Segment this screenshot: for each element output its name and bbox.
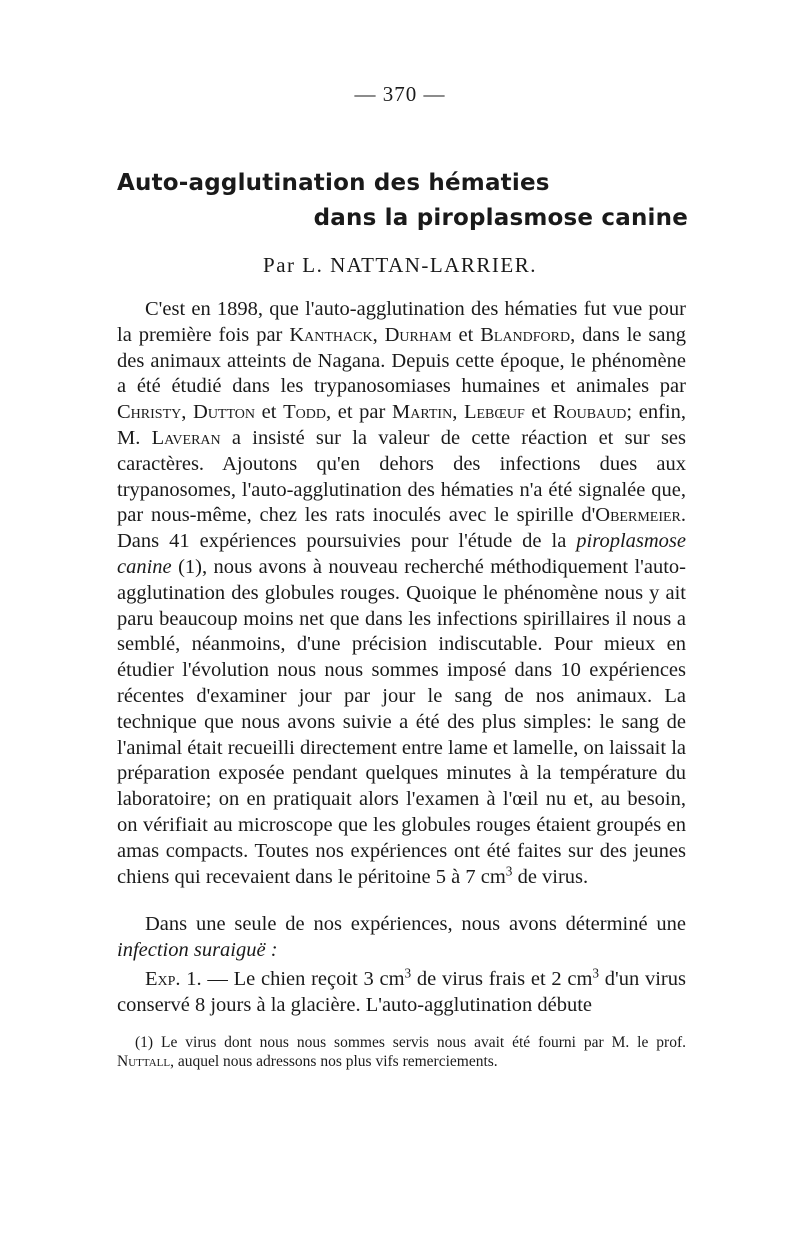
text-run: a insisté sur la valeur de cette réaction et sur ses caractères. Ajoutons qu'en dehors des infections dues aux trypanosomes, l'auto-agglutination des hématies n'a été signalée que, par nous-même, chez les rats inoculés avec le spirille d'	[117, 426, 686, 527]
author-name-durham: Durham	[384, 323, 452, 346]
superscript: 3	[592, 965, 600, 981]
author-name-todd: Todd	[283, 401, 326, 424]
author-name-leboeuf: Lebœuf	[463, 401, 525, 424]
article-title-line-1: Auto-agglutination des hématies	[117, 170, 550, 196]
author-name-laveran: Laveran	[151, 426, 221, 449]
author-name-martin: Martin	[392, 401, 453, 424]
author-name-nuttall: Nuttall	[117, 1053, 171, 1070]
article-title-line-2: dans la piroplasmose canine	[313, 205, 688, 231]
text-run: de virus frais et 2 cm	[411, 968, 593, 990]
superscript: 3	[505, 863, 513, 879]
text-run: ,	[452, 401, 464, 424]
superscript: 3	[404, 965, 412, 981]
experiment-label: Exp. 1.	[145, 968, 202, 990]
italic-term-infection: infection suraiguë :	[117, 938, 278, 961]
author-name-blandford: Blandford	[480, 323, 571, 346]
text-run: ; enfin, M.	[117, 401, 686, 449]
author-name-kanthack: Kanthack	[289, 323, 373, 346]
text-run: C'est en 1898, que l'auto-agglutination des hématies fut vue pour la première fois par	[117, 298, 686, 346]
text-run: , dans le sang des animaux atteints de Nagana. Depuis cette époque, le phénomène a été étudié dans les trypanosomiases humaines et animales par	[117, 323, 687, 398]
text-run: . Dans 41 expériences poursuivies pour l'étude de la	[117, 504, 686, 553]
text-run: ,	[181, 401, 194, 424]
text-run: (1), nous avons à nouveau recherché méthodiquement l'auto-agglutination des globules rouges. Quoique le phénomène nous y ait paru beaucoup moins net que dans les infections spirillaires il nous a semblé, néanmoins, d'une précision indiscutable. Pour mieux en étudier l'évolution nous nous sommes imposé dans 10 expériences récentes d'examiner jour par jour le sang de nos animaux. La technique que nous avons suivie a été des plus simples: le sang de l'animal était recueilli directement entre lame et lamelle, on laissait la préparation exposée pendant quelques minutes à la température du laboratoire; on en pratiquait alors l'examen à l'œil nu et, au besoin, on vérifiait au microscope que les globules rouges étaient groupés en amas compacts. Toutes nos expériences ont été faites sur des jeunes chiens qui recevaient dans le péritoine 5 à 7 cm	[117, 555, 686, 888]
paragraph-1	[117, 297, 686, 890]
author-name-obermeier: Obermeier	[595, 504, 681, 527]
text-run: , auquel nous adressons nos plus vifs remerciements.	[170, 1053, 498, 1070]
italic-term-piroplasmose: piroplasmose canine	[117, 530, 686, 578]
text-run: (1) Le virus dont nous nous sommes servis nous avait été fourni par M. le prof.	[135, 1034, 686, 1051]
author-name-christy: Christy	[117, 401, 182, 424]
author-name-dutton: Dutton	[193, 401, 256, 424]
text-run: — Le chien reçoit 3 cm	[201, 968, 405, 990]
paragraph-2	[117, 912, 686, 964]
text-run: et	[255, 401, 284, 424]
text-run: Dans une seule de nos expériences, nous avons déterminé une	[145, 913, 686, 935]
text-run: et	[451, 323, 481, 346]
footnote	[117, 1033, 686, 1071]
text-run: , et par	[325, 401, 393, 424]
author-name-roubaud: Roubaud	[552, 401, 627, 424]
text-run: ,	[372, 323, 385, 346]
text-run: et	[524, 401, 553, 424]
author-line: Par L. NATTAN-LARRIER.	[263, 253, 537, 277]
page-number: — 370 —	[354, 82, 446, 106]
text-run: de virus.	[512, 865, 589, 888]
paragraph-3	[117, 967, 686, 1019]
text-run: d'un virus conservé 8 jours à la glacière. L'auto-agglutination débute	[117, 968, 686, 1016]
